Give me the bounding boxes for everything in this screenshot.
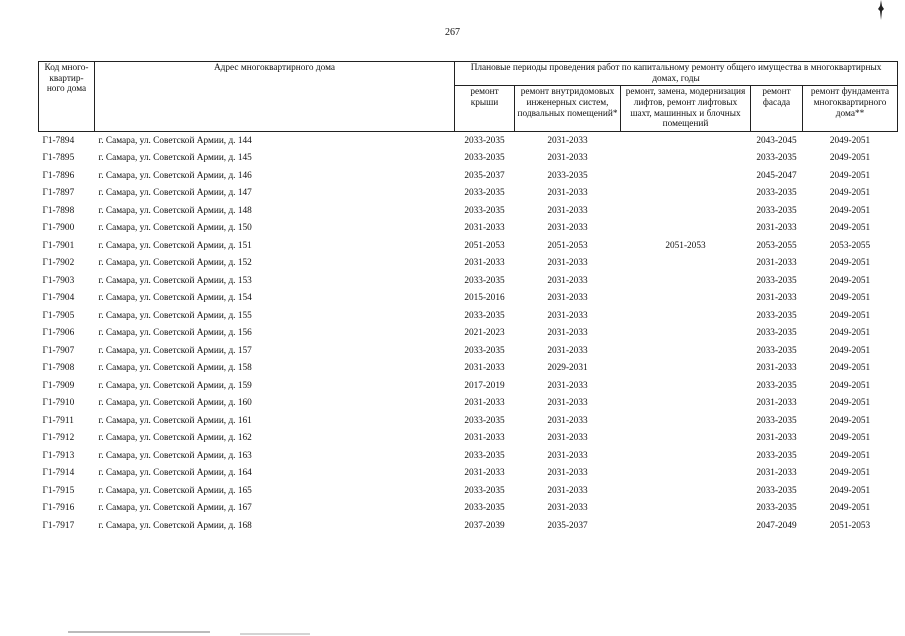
cell-lifts <box>621 185 751 203</box>
cell-facade: 2031-2033 <box>756 433 797 444</box>
cell-facade: 2045-2047 <box>756 170 797 181</box>
table-row <box>39 517 898 535</box>
cell-code: Г1-7906 <box>42 328 75 339</box>
cell-systems: 2051-2053 <box>547 240 588 251</box>
cell-facade: 2033-2035 <box>756 310 797 321</box>
cell-lifts <box>621 517 751 535</box>
repair-schedule-table <box>38 61 898 535</box>
cell-systems: 2031-2033 <box>547 328 588 339</box>
cell-code: Г1-7907 <box>42 345 75 356</box>
cell-code: Г1-7912 <box>42 433 75 444</box>
table-row <box>39 237 898 255</box>
cell-lifts <box>621 500 751 518</box>
cell-code: Г1-7910 <box>42 398 75 409</box>
cell-systems: 2031-2033 <box>547 258 588 269</box>
cell-address: г. Самара, ул. Советской Армии, д. 144 <box>98 135 252 146</box>
cell-code: Г1-7895 <box>42 153 75 164</box>
cell-foundation: 2053-2055 <box>829 240 871 251</box>
cell-lifts <box>621 342 751 360</box>
cell-roof: 2051-2053 <box>464 240 505 251</box>
cell-foundation: 2049-2051 <box>829 345 871 356</box>
table-body <box>39 132 898 535</box>
cell-lifts <box>621 272 751 290</box>
cell-systems: 2031-2033 <box>547 135 588 146</box>
cell-lifts <box>621 150 751 168</box>
cell-facade: 2031-2033 <box>756 293 797 304</box>
cell-address: г. Самара, ул. Советской Армии, д. 146 <box>98 170 252 181</box>
cell-code: Г1-7901 <box>42 240 75 251</box>
table-row <box>39 325 898 343</box>
cell-code: Г1-7911 <box>42 415 74 426</box>
cell-foundation: 2049-2051 <box>829 415 871 426</box>
table-row <box>39 500 898 518</box>
cell-facade: 2053-2055 <box>756 240 797 251</box>
cell-address: г. Самара, ул. Советской Армии, д. 145 <box>98 153 252 164</box>
cell-roof: 2031-2033 <box>464 258 505 269</box>
header-address: Адрес многоквартирного дома <box>95 62 455 132</box>
table-row <box>39 220 898 238</box>
cell-foundation: 2049-2051 <box>829 275 871 286</box>
cell-lifts <box>621 395 751 413</box>
cell-systems: 2031-2033 <box>547 223 588 234</box>
cell-systems: 2031-2033 <box>547 310 588 321</box>
table-row <box>39 167 898 185</box>
cell-lifts <box>621 290 751 308</box>
cell-code: Г1-7897 <box>42 188 75 199</box>
cell-lifts <box>621 360 751 378</box>
cell-foundation: 2049-2051 <box>829 153 871 164</box>
header-systems: ремонт внутридомовых инженерных систем, подвальных помещений* <box>515 86 621 132</box>
cell-address: г. Самара, ул. Советской Армии, д. 158 <box>98 363 252 374</box>
cell-facade: 2033-2035 <box>756 188 797 199</box>
cell-lifts <box>621 465 751 483</box>
cell-systems: 2031-2033 <box>547 433 588 444</box>
cell-roof: 2033-2035 <box>464 415 505 426</box>
cell-code: Г1-7898 <box>42 205 75 216</box>
cell-address: г. Самара, ул. Советской Армии, д. 156 <box>98 328 252 339</box>
cell-facade: 2033-2035 <box>756 345 797 356</box>
cell-code: Г1-7896 <box>42 170 75 181</box>
cell-roof: 2033-2035 <box>464 188 505 199</box>
cell-address: г. Самара, ул. Советской Армии, д. 162 <box>98 433 252 444</box>
table-row <box>39 465 898 483</box>
cell-facade: 2033-2035 <box>756 153 797 164</box>
cell-lifts: 2051-2053 <box>665 240 706 251</box>
cell-address: г. Самара, ул. Советской Армии, д. 167 <box>98 503 252 514</box>
cell-code: Г1-7905 <box>42 310 75 321</box>
cell-systems: 2031-2033 <box>547 398 588 409</box>
cell-lifts <box>621 325 751 343</box>
header-code: Код много-квартир-ного дома <box>39 62 95 132</box>
table-row <box>39 290 898 308</box>
cell-systems: 2031-2033 <box>547 485 588 496</box>
cell-code: Г1-7909 <box>42 380 75 391</box>
scan-mark <box>876 0 886 20</box>
cell-foundation: 2049-2051 <box>829 135 871 146</box>
cell-facade: 2033-2035 <box>756 205 797 216</box>
cell-address: г. Самара, ул. Советской Армии, д. 152 <box>98 258 252 269</box>
cell-lifts <box>621 412 751 430</box>
cell-address: г. Самара, ул. Советской Армии, д. 161 <box>98 415 252 426</box>
header-lifts: ремонт, замена, модернизация лифтов, ремонт лифтовых шахт, машинных и блочных помещений <box>621 86 751 132</box>
cell-lifts <box>621 447 751 465</box>
cell-facade: 2031-2033 <box>756 258 797 269</box>
cell-facade: 2033-2035 <box>756 415 797 426</box>
table-row <box>39 185 898 203</box>
cell-roof: 2033-2035 <box>464 275 505 286</box>
cell-address: г. Самара, ул. Советской Армии, д. 150 <box>98 223 252 234</box>
cell-roof: 2033-2035 <box>464 153 505 164</box>
cell-foundation: 2049-2051 <box>829 258 871 269</box>
header-foundation: ремонт фундамента многоквартирного дома** <box>803 86 898 132</box>
cell-systems: 2031-2033 <box>547 503 588 514</box>
cell-code: Г1-7894 <box>42 135 75 146</box>
table-row <box>39 377 898 395</box>
cell-lifts <box>621 482 751 500</box>
cell-foundation: 2049-2051 <box>829 170 871 181</box>
scan-artifact-lines <box>0 628 905 636</box>
header-facade: ремонт фасада <box>751 86 803 132</box>
cell-address: г. Самара, ул. Советской Армии, д. 147 <box>98 188 252 199</box>
cell-systems: 2031-2033 <box>547 345 588 356</box>
cell-facade: 2031-2033 <box>756 468 797 479</box>
cell-address: г. Самара, ул. Советской Армии, д. 153 <box>98 275 252 286</box>
cell-roof: 2033-2035 <box>464 205 505 216</box>
cell-foundation: 2049-2051 <box>829 188 871 199</box>
cell-facade: 2033-2035 <box>756 450 797 461</box>
cell-code: Г1-7916 <box>42 503 75 514</box>
table-row <box>39 395 898 413</box>
cell-roof: 2033-2035 <box>464 450 505 461</box>
cell-address: г. Самара, ул. Советской Армии, д. 163 <box>98 450 252 461</box>
table-row <box>39 412 898 430</box>
table-row <box>39 430 898 448</box>
cell-address: г. Самара, ул. Советской Армии, д. 154 <box>98 293 252 304</box>
cell-address: г. Самара, ул. Советской Армии, д. 157 <box>98 345 252 356</box>
cell-roof: 2033-2035 <box>464 135 505 146</box>
cell-systems: 2031-2033 <box>547 468 588 479</box>
cell-code: Г1-7902 <box>42 258 75 269</box>
cell-roof: 2035-2037 <box>464 170 505 181</box>
table-row <box>39 272 898 290</box>
page-number: 267 <box>445 27 460 38</box>
cell-roof: 2037-2039 <box>464 520 505 531</box>
cell-address: г. Самара, ул. Советской Армии, д. 160 <box>98 398 252 409</box>
cell-foundation: 2049-2051 <box>829 380 871 391</box>
cell-facade: 2033-2035 <box>756 503 797 514</box>
cell-address: г. Самара, ул. Советской Армии, д. 159 <box>98 380 252 391</box>
cell-foundation: 2049-2051 <box>829 503 871 514</box>
cell-roof: 2033-2035 <box>464 345 505 356</box>
cell-code: Г1-7900 <box>42 223 75 234</box>
header-periods-title: Плановые периоды проведения работ по капитальному ремонту общего имущества в многоквартирных домах, годы <box>455 62 898 86</box>
cell-address: г. Самара, ул. Советской Армии, д. 148 <box>98 205 252 216</box>
cell-lifts <box>621 430 751 448</box>
cell-systems: 2035-2037 <box>547 520 588 531</box>
cell-foundation: 2049-2051 <box>829 328 871 339</box>
cell-code: Г1-7908 <box>42 363 75 374</box>
cell-foundation: 2049-2051 <box>829 450 871 461</box>
cell-code: Г1-7904 <box>42 293 75 304</box>
cell-facade: 2033-2035 <box>756 485 797 496</box>
cell-systems: 2031-2033 <box>547 153 588 164</box>
cell-address: г. Самара, ул. Советской Армии, д. 165 <box>98 485 252 496</box>
table-row <box>39 255 898 273</box>
cell-facade: 2043-2045 <box>756 135 797 146</box>
cell-roof: 2031-2033 <box>464 468 505 479</box>
cell-systems: 2031-2033 <box>547 415 588 426</box>
cell-roof: 2033-2035 <box>464 503 505 514</box>
cell-lifts <box>621 132 751 150</box>
cell-code: Г1-7914 <box>42 468 75 479</box>
table-row <box>39 360 898 378</box>
cell-foundation: 2049-2051 <box>829 223 871 234</box>
table-row <box>39 342 898 360</box>
cell-systems: 2031-2033 <box>547 293 588 304</box>
cell-systems: 2031-2033 <box>547 188 588 199</box>
cell-facade: 2033-2035 <box>756 328 797 339</box>
cell-address: г. Самара, ул. Советской Армии, д. 168 <box>98 520 252 531</box>
cell-roof: 2031-2033 <box>464 433 505 444</box>
cell-code: Г1-7913 <box>42 450 75 461</box>
cell-lifts <box>621 167 751 185</box>
cell-address: г. Самара, ул. Советской Армии, д. 151 <box>98 240 252 251</box>
cell-foundation: 2049-2051 <box>829 205 871 216</box>
cell-systems: 2031-2033 <box>547 450 588 461</box>
cell-foundation: 2049-2051 <box>829 468 871 479</box>
cell-roof: 2031-2033 <box>464 398 505 409</box>
cell-systems: 2031-2033 <box>547 380 588 391</box>
cell-code: Г1-7903 <box>42 275 75 286</box>
cell-foundation: 2049-2051 <box>829 485 871 496</box>
cell-roof: 2031-2033 <box>464 223 505 234</box>
cell-systems: 2029-2031 <box>547 363 588 374</box>
cell-foundation: 2049-2051 <box>829 310 871 321</box>
cell-code: Г1-7915 <box>42 485 75 496</box>
cell-roof: 2017-2019 <box>464 380 505 391</box>
cell-facade: 2031-2033 <box>756 223 797 234</box>
cell-facade: 2033-2035 <box>756 380 797 391</box>
cell-roof: 2021-2023 <box>464 328 505 339</box>
cell-lifts <box>621 307 751 325</box>
table-row <box>39 202 898 220</box>
cell-foundation: 2049-2051 <box>829 363 871 374</box>
cell-foundation: 2049-2051 <box>829 398 871 409</box>
table-row <box>39 150 898 168</box>
cell-roof: 2031-2033 <box>464 363 505 374</box>
cell-systems: 2033-2035 <box>547 170 588 181</box>
cell-facade: 2031-2033 <box>756 398 797 409</box>
header-roof: ремонт крыши <box>455 86 515 132</box>
cell-roof: 2015-2016 <box>464 293 505 304</box>
cell-foundation: 2051-2053 <box>829 520 871 531</box>
table-row <box>39 447 898 465</box>
cell-foundation: 2049-2051 <box>829 433 871 444</box>
cell-facade: 2047-2049 <box>756 520 797 531</box>
cell-code: Г1-7917 <box>42 520 75 531</box>
cell-lifts <box>621 377 751 395</box>
cell-lifts <box>621 255 751 273</box>
cell-systems: 2031-2033 <box>547 205 588 216</box>
table-row <box>39 132 898 150</box>
cell-address: г. Самара, ул. Советской Армии, д. 164 <box>98 468 252 479</box>
cell-foundation: 2049-2051 <box>829 293 871 304</box>
cell-roof: 2033-2035 <box>464 310 505 321</box>
cell-facade: 2031-2033 <box>756 363 797 374</box>
cell-lifts <box>621 202 751 220</box>
cell-systems: 2031-2033 <box>547 275 588 286</box>
table-row <box>39 482 898 500</box>
cell-facade: 2033-2035 <box>756 275 797 286</box>
table-row <box>39 307 898 325</box>
cell-lifts <box>621 220 751 238</box>
cell-roof: 2033-2035 <box>464 485 505 496</box>
cell-address: г. Самара, ул. Советской Армии, д. 155 <box>98 310 252 321</box>
